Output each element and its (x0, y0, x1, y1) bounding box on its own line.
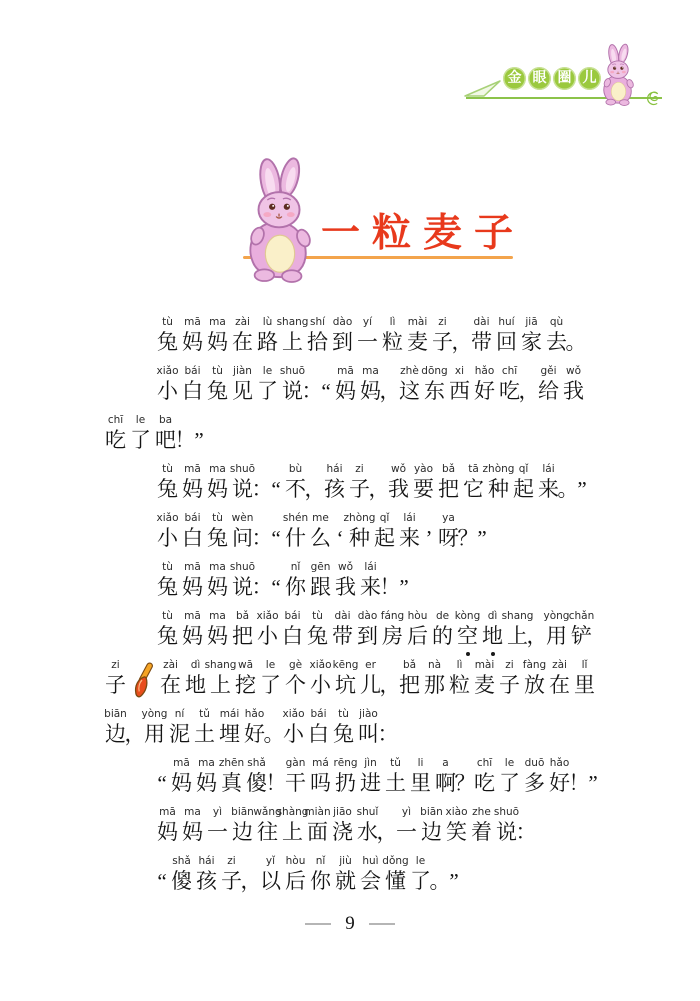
punct-token: ！ (265, 771, 287, 795)
punct-token: ’ (425, 526, 433, 550)
ruby-token: zi 子 (349, 463, 370, 501)
ruby-token: zi 子 (432, 316, 453, 354)
ruby-token: dì 地 (185, 659, 206, 697)
ruby-token: lì 粒 (449, 659, 470, 697)
ruby-token: de 的 (432, 610, 453, 648)
ruby-token: zhe 着 (471, 806, 492, 844)
ruby-token: le 了 (410, 855, 431, 893)
ruby-token: dào 到 (332, 316, 353, 354)
ruby-token: jiāo 浇 (332, 806, 353, 844)
story-line (103, 461, 663, 503)
ruby-token: wǒ 我 (563, 365, 584, 403)
punct-token: ： (301, 379, 323, 403)
punct-token: ” (477, 526, 487, 550)
ruby-token: dào 到 (357, 610, 378, 648)
page-number: 9 (345, 913, 355, 934)
ruby-token: er 儿 (360, 659, 381, 697)
ruby-token: xiǎo 小 (282, 708, 305, 746)
ruby-token: miàn 面 (304, 806, 331, 844)
ruby-token: bái 白 (282, 610, 303, 648)
ruby-token: zi 子 (105, 659, 126, 697)
ruby-token: huí 回 (496, 316, 517, 354)
ruby-token: shuō 说 (229, 463, 256, 501)
ruby-token: yí 一 (357, 316, 378, 354)
ruby-token: shuǐ 水 (356, 806, 379, 844)
ruby-token: xiǎo 小 (156, 512, 179, 550)
ruby-token: shuō 说 (493, 806, 520, 844)
ruby-token: yì 一 (207, 806, 228, 844)
ruby-token: rēng 扔 (333, 757, 358, 795)
punct-token: ” (577, 477, 587, 501)
ruby-token: jiù 就 (335, 855, 356, 893)
ruby-token: yào 要 (413, 463, 434, 501)
story-line (103, 314, 663, 356)
logo-circles (503, 67, 601, 90)
punct-token: ， (518, 379, 540, 403)
ruby-token: shén 什 (282, 512, 309, 550)
ruby-token: jiàn 见 (232, 365, 253, 403)
ruby-token: tù 兔 (157, 463, 178, 501)
punct-token: 。 (565, 330, 587, 354)
paper-plane-icon (463, 78, 503, 98)
ruby-token: lǐ 里 (574, 659, 595, 697)
ruby-token: bǎ 把 (438, 463, 459, 501)
logo-circle: 儿 (578, 67, 601, 90)
ruby-token: qù 去 (546, 316, 567, 354)
ruby-token: wǒ 我 (388, 463, 409, 501)
punct-token: ‘ (336, 526, 344, 550)
footer-dash (369, 923, 395, 925)
ruby-token: tǔ 土 (385, 757, 406, 795)
footer-dash (305, 923, 331, 925)
story-line (103, 363, 663, 405)
punct-token: ， (376, 820, 398, 844)
ruby-token: tù 兔 (307, 610, 328, 648)
ruby-token: zhòng 种 (482, 463, 515, 501)
ruby-token: ya 呀 (438, 512, 459, 550)
ruby-token: shang 上 (276, 316, 309, 354)
ruby-token: qǐ 起 (513, 463, 534, 501)
ruby-token: mā 妈 (182, 463, 203, 501)
logo-circle: 圈 (553, 67, 576, 90)
ruby-token: shǎ 傻 (246, 757, 267, 795)
ruby-token: mā 妈 (157, 806, 178, 844)
ruby-token: hái 孩 (196, 855, 217, 893)
ruby-token: mā 妈 (182, 561, 203, 599)
ruby-token: má 吗 (310, 757, 331, 795)
ruby-token: huì 会 (360, 855, 381, 893)
ruby-token: mā 妈 (335, 365, 356, 403)
ruby-token: dǒng 懂 (382, 855, 409, 893)
story-line (103, 412, 663, 454)
ruby-token: lù 路 (257, 316, 278, 354)
ruby-token: shang 上 (501, 610, 534, 648)
punct-token: ！ (379, 575, 401, 599)
ruby-token: le 了 (257, 365, 278, 403)
ruby-token: ma 妈 (207, 610, 228, 648)
ruby-token: shang 上 (204, 659, 237, 697)
punct-token: ” (399, 575, 409, 599)
story-line (103, 510, 663, 552)
ruby-token: bái 白 (182, 512, 203, 550)
ruby-token: zhēn 真 (218, 757, 245, 795)
punct-token: ， (379, 379, 401, 403)
spiral-icon (646, 91, 661, 106)
ruby-token: bái 白 (308, 708, 329, 746)
punct-token: “ (321, 379, 331, 403)
ruby-token: dōng 东 (421, 365, 448, 403)
ruby-token: tā 它 (463, 463, 484, 501)
ruby-token: biān 边 (420, 806, 443, 844)
ruby-token: chī 吃 (499, 365, 520, 403)
punct-token: “ (157, 771, 167, 795)
ruby-token: me 么 (310, 512, 331, 550)
ruby-token: gēn 跟 (310, 561, 331, 599)
punct-token: ！ (174, 428, 196, 452)
ruby-token: yì 一 (396, 806, 417, 844)
punct-token: ： (251, 477, 273, 501)
ruby-token: bǎ 把 (232, 610, 253, 648)
punct-token: ？ (454, 771, 476, 795)
ruby-token: jìn 进 (360, 757, 381, 795)
ruby-token: mā 妈 (182, 316, 203, 354)
ruby-token: bù 不 (285, 463, 306, 501)
ruby-token: le 了 (499, 757, 520, 795)
punct-token: ， (451, 330, 473, 354)
punct-token: ： (251, 526, 273, 550)
ruby-token: le 了 (130, 414, 151, 452)
ruby-token: bái 白 (182, 365, 203, 403)
ruby-token: shuō 说 (229, 561, 256, 599)
ruby-token: nǐ 你 (285, 561, 306, 599)
ruby-token: nà 那 (424, 659, 445, 697)
ruby-token: zhòng 种 (343, 512, 376, 550)
ruby-token: ma 妈 (360, 365, 381, 403)
story-line (103, 706, 663, 748)
ruby-token: zi 子 (499, 659, 520, 697)
ruby-token: xi 西 (449, 365, 470, 403)
ruby-token: mái 埋 (219, 708, 240, 746)
ruby-token: shàng 上 (276, 806, 309, 844)
punct-token: ” (194, 428, 204, 452)
ruby-token: yòng 用 (543, 610, 570, 648)
ruby-token: lái 来 (538, 463, 559, 501)
ruby-token: tù 兔 (157, 316, 178, 354)
ruby-token: xiào 笑 (445, 806, 468, 844)
ruby-token: gěi 给 (538, 365, 559, 403)
punct-token: “ (271, 477, 281, 501)
ruby-token: lì 粒 (382, 316, 403, 354)
punct-token: ， (124, 722, 146, 746)
punct-token: ！ (568, 771, 590, 795)
ruby-token: ma 妈 (196, 757, 217, 795)
ruby-token: gè 个 (285, 659, 306, 697)
title-rabbit-icon (231, 156, 329, 283)
punct-token: 。 (557, 477, 579, 501)
ruby-token: dài 带 (332, 610, 353, 648)
ruby-token: hǎo 好 (244, 708, 265, 746)
ruby-token: bǎ 把 (399, 659, 420, 697)
punct-token: ， (304, 477, 326, 501)
ruby-token: zài 在 (160, 659, 181, 697)
ruby-token: tù 兔 (157, 561, 178, 599)
punct-token: ” (588, 771, 598, 795)
footer (0, 913, 700, 935)
punct-token: ： (515, 820, 537, 844)
ruby-token: ní 泥 (169, 708, 190, 746)
ruby-token: chī 吃 (105, 414, 126, 452)
ruby-token: biān 边 (104, 708, 127, 746)
header-rabbit-icon (591, 43, 646, 106)
punct-token: ” (449, 869, 459, 893)
punct-token: ： (377, 722, 399, 746)
ruby-token: fáng 房 (380, 610, 405, 648)
ruby-token: ma 妈 (207, 316, 228, 354)
story-line (103, 608, 663, 650)
ruby-token: hǎo 好 (549, 757, 570, 795)
ruby-token: hǎo 好 (474, 365, 495, 403)
punct-token: ？ (457, 526, 479, 550)
ruby-token: xiǎo 小 (309, 659, 332, 697)
ruby-token: a 啊 (435, 757, 456, 795)
ruby-token: duō 多 (524, 757, 545, 795)
ruby-token: ma 妈 (207, 463, 228, 501)
ruby-token: le 了 (260, 659, 281, 697)
ruby-token: lái 来 (399, 512, 420, 550)
ruby-token: ba 吧 (155, 414, 176, 452)
ruby-token: mài 麦 (474, 659, 495, 697)
logo-circle: 金 (503, 67, 526, 90)
ruby-token: ma 妈 (207, 561, 228, 599)
ruby-token: chǎn 铲 (568, 610, 595, 648)
story-line (103, 559, 663, 601)
ruby-token: shuō 说 (279, 365, 306, 403)
ruby-token: shí 拾 (307, 316, 328, 354)
punct-token: ， (379, 673, 401, 697)
ruby-token: wā 挖 (235, 659, 256, 697)
ruby-token: gàn 干 (285, 757, 306, 795)
story-line (103, 804, 663, 846)
ruby-token: tù 兔 (207, 512, 228, 550)
shovel-icon (128, 662, 158, 699)
ruby-token: tǔ 土 (194, 708, 215, 746)
ruby-token: xiǎo 小 (156, 365, 179, 403)
ruby-token: fàng 放 (522, 659, 547, 697)
story (103, 314, 663, 902)
ruby-token: chī 吃 (474, 757, 495, 795)
ruby-token: hòu 后 (407, 610, 428, 648)
ruby-token: tù 兔 (207, 365, 228, 403)
ruby-token: lái 来 (360, 561, 381, 599)
ruby-token: zài 在 (232, 316, 253, 354)
ruby-token: kēng 坑 (332, 659, 359, 697)
punct-token: ， (240, 869, 262, 893)
ruby-token: tù 兔 (333, 708, 354, 746)
ruby-token: wèn 问 (231, 512, 254, 550)
ruby-token: jiào 叫 (358, 708, 379, 746)
punct-token: ： (251, 575, 273, 599)
punct-token: “ (271, 575, 281, 599)
ruby-token: yòng 用 (141, 708, 168, 746)
ruby-token: qǐ 起 (374, 512, 395, 550)
story-line (103, 657, 663, 699)
ruby-token: nǐ 你 (310, 855, 331, 893)
ruby-token: mài 麦 (407, 316, 428, 354)
ruby-token: dì 地 (482, 610, 503, 648)
logo-circle: 眼 (528, 67, 551, 90)
punct-token: “ (271, 526, 281, 550)
ruby-token: shǎ 傻 (171, 855, 192, 893)
ruby-token: tù 兔 (157, 610, 178, 648)
page-title: 一粒麦子 (321, 211, 526, 256)
ruby-token: hái 孩 (324, 463, 345, 501)
story-line (103, 853, 663, 895)
punct-token: 。 (263, 722, 285, 746)
punct-token: 。 (429, 869, 451, 893)
ruby-token: jiā 家 (521, 316, 542, 354)
story-line (103, 755, 663, 797)
ruby-token: li 里 (410, 757, 431, 795)
ruby-token: wǎng 往 (253, 806, 282, 844)
ruby-token: ma 妈 (182, 806, 203, 844)
ruby-token: zi 子 (221, 855, 242, 893)
ruby-token: dài 带 (471, 316, 492, 354)
ruby-token: kòng 空 (454, 610, 481, 648)
ruby-token: yǐ 以 (260, 855, 281, 893)
ruby-token: xiǎo 小 (256, 610, 279, 648)
ruby-token: mā 妈 (171, 757, 192, 795)
ruby-token: biān 边 (231, 806, 254, 844)
ruby-token: zài 在 (549, 659, 570, 697)
punct-token: ， (526, 624, 548, 648)
ruby-token: zhè 这 (399, 365, 420, 403)
ruby-token: mā 妈 (182, 610, 203, 648)
ruby-token: wǒ 我 (335, 561, 356, 599)
punct-token: ， (368, 477, 390, 501)
ruby-token: hòu 后 (285, 855, 306, 893)
punct-token: “ (157, 869, 167, 893)
